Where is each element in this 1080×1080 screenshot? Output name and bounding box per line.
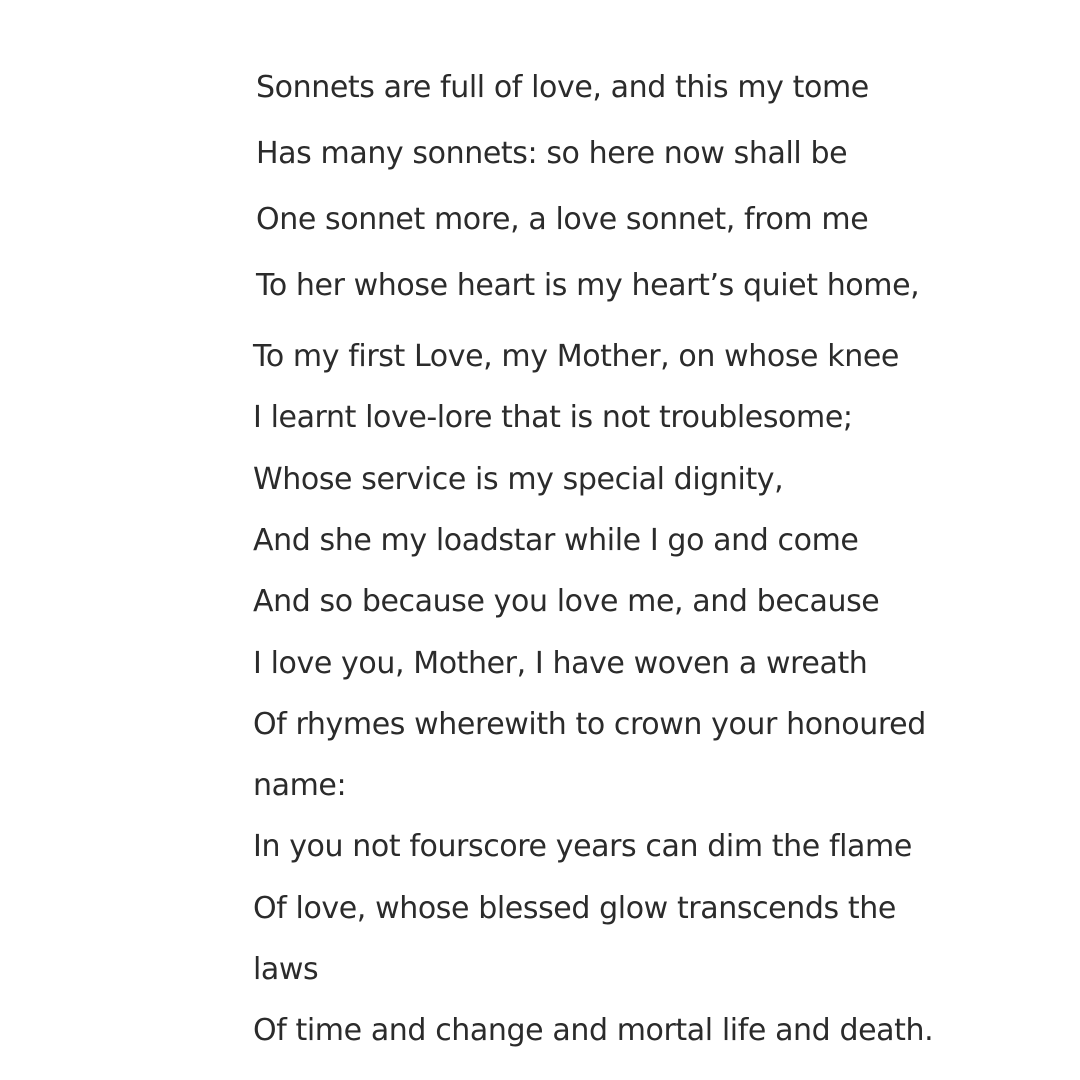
poem-line: Sonnets are full of love, and this my tome	[256, 70, 869, 105]
poem-line: One sonnet more, a love sonnet, from me	[256, 202, 869, 237]
poem-line: laws	[253, 952, 319, 987]
poem-line: Whose service is my special dignity,	[253, 462, 784, 497]
poem-line: I learnt love-lore that is not troublesome;	[253, 400, 853, 435]
poem-line: And she my loadstar while I go and come	[253, 523, 859, 558]
poem-line: I love you, Mother, I have woven a wreath	[253, 646, 868, 681]
poem-line: To her whose heart is my heart’s quiet home,	[256, 268, 920, 303]
poem-line: name:	[253, 768, 347, 803]
poem-line: To my first Love, my Mother, on whose knee	[253, 339, 899, 374]
poem-line: In you not fourscore years can dim the flame	[253, 829, 912, 864]
poem-line: Has many sonnets: so here now shall be	[256, 136, 848, 171]
poem-line: Of time and change and mortal life and death.	[253, 1013, 934, 1048]
poem-line: Of love, whose blessed glow transcends the	[253, 891, 896, 926]
poem-line: And so because you love me, and because	[253, 584, 880, 619]
poem-line: Of rhymes wherewith to crown your honoured	[253, 707, 926, 742]
